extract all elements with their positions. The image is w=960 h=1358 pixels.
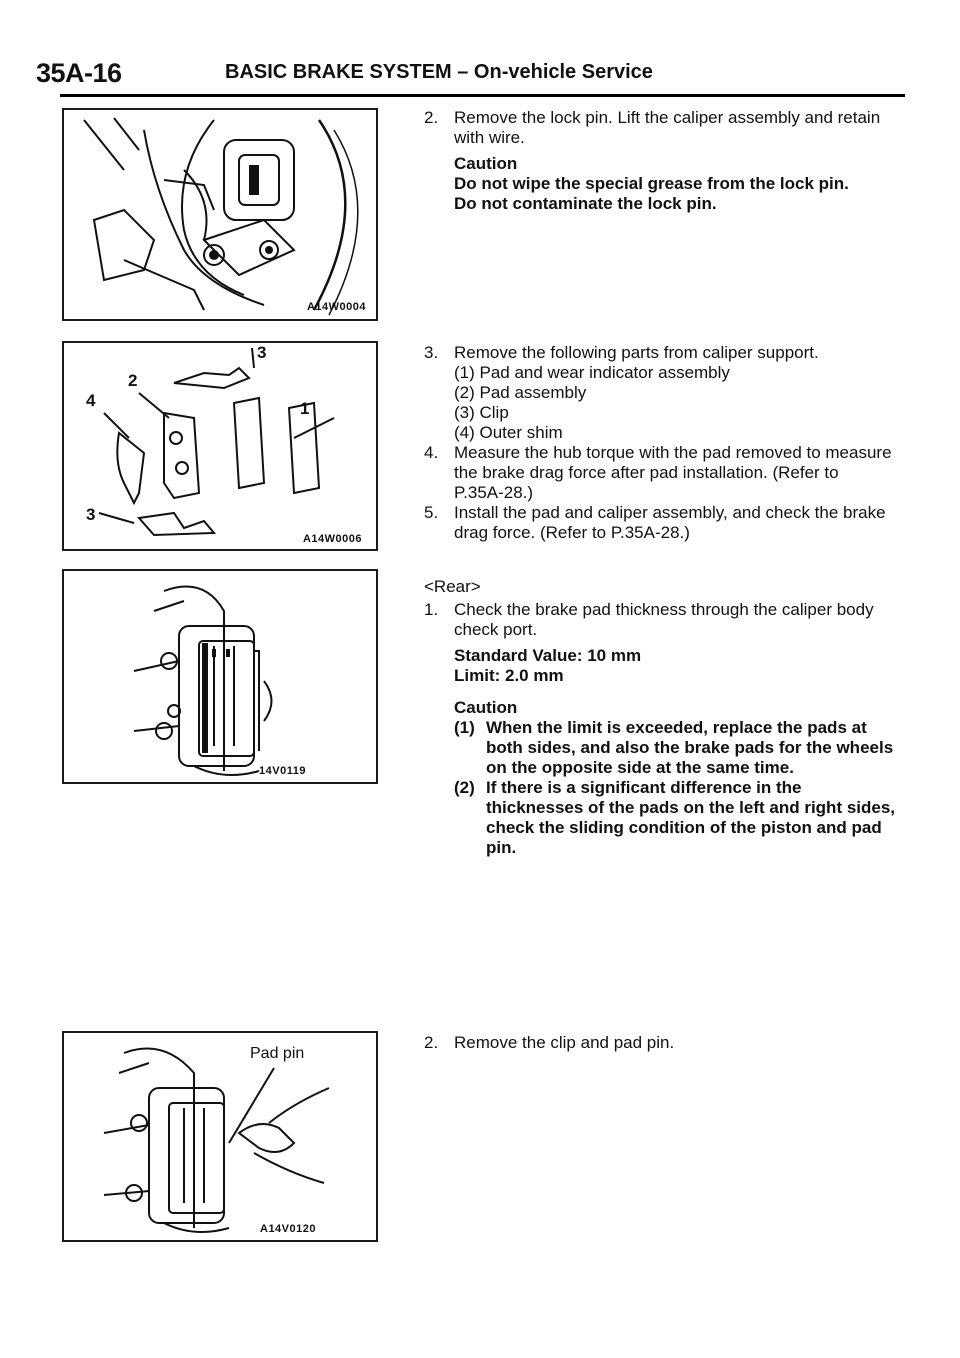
caution-line: pin.: [486, 838, 517, 857]
callout-4: 4: [86, 391, 96, 410]
header-rule: [60, 94, 905, 97]
page-number: 35A-16: [36, 58, 122, 88]
caution-line: thicknesses of the pads on the left and right sides,: [486, 798, 896, 817]
step-text-line: Measure the hub torque with the pad removed to measure: [454, 443, 892, 462]
step-text-line: Remove the clip and pad pin.: [454, 1033, 675, 1052]
list-item: (1) Pad and wear indicator assembly: [454, 363, 730, 382]
caution-line: both sides, and also the brake pads for the wheels: [486, 738, 894, 757]
step-text-line: with wire.: [454, 128, 525, 147]
step-text-line: Remove the lock pin. Lift the caliper assembly and retain: [454, 108, 881, 127]
page-title: BASIC BRAKE SYSTEM – On-vehicle Service: [225, 61, 653, 83]
step-text-line: drag force. (Refer to P.35A-28.): [454, 523, 690, 542]
caution-line: check the sliding condition of the piston and pad: [486, 818, 882, 837]
step-text-line: check port.: [454, 620, 538, 639]
caution-title: Caution: [454, 154, 518, 173]
list-item: (4) Outer shim: [454, 423, 563, 442]
list-item: (3) Clip: [454, 403, 509, 422]
figure-pad-pin-removal: [62, 1031, 378, 1242]
figure-code: 14V0119: [259, 765, 306, 777]
caution-line: on the opposite side at the same time.: [486, 758, 794, 777]
rear-caliper-illustration: [64, 571, 376, 782]
figure-code: A14W0006: [302, 533, 362, 545]
step-text-line: the brake drag force after pad installation. (Refer to: [454, 463, 839, 482]
caution-title: Caution: [454, 698, 518, 717]
caution-line: If there is a significant difference in the: [486, 778, 802, 797]
caution-line: Do not wipe the special grease from the lock pin.: [454, 174, 849, 193]
figure-caliper-lock-pin: [62, 108, 378, 321]
callout-2: 2: [128, 371, 138, 390]
pad-parts-exploded-view: [64, 343, 376, 549]
step-text-line: Check the brake pad thickness through the caliper body: [454, 600, 874, 619]
figure-code: A14V0120: [260, 1223, 316, 1235]
caution-item-1: (1) When the limit is exceeded, replace the pads at both sides, and also the brake pads for the wheels on the opposite side at the same time.: [454, 718, 904, 778]
figure-rear-caliper: [62, 569, 378, 784]
caution-line: Do not contaminate the lock pin.: [454, 194, 717, 213]
limit-value: Limit: 2.0 mm: [454, 666, 564, 685]
step-text-line: Remove the following parts from caliper support.: [454, 343, 819, 362]
rear-heading: <Rear>: [424, 577, 481, 596]
callout-3-top: 3: [257, 343, 267, 362]
callout-1: 1: [300, 399, 310, 418]
caution-line: When the limit is exceeded, replace the pads at: [486, 718, 867, 737]
pad-pin-label: Pad pin: [250, 1045, 305, 1062]
caution-item-2: (2) If there is a significant difference in the thicknesses of the pads on the left and right sides, check the sliding condition of the piston and pad pin.: [454, 778, 904, 858]
callout-3-bottom: 3: [86, 505, 96, 524]
step-text-line: P.35A-28.): [454, 483, 534, 502]
list-item: (2) Pad assembly: [454, 383, 587, 402]
standard-value: Standard Value: 10 mm: [454, 646, 642, 665]
caliper-lock-pin-illustration: [64, 110, 376, 319]
step-text-line: Install the pad and caliper assembly, and check the brake: [454, 503, 886, 522]
figure-pad-parts: [62, 341, 378, 551]
figure-code: A14W0004: [306, 301, 366, 313]
pad-pin-removal-illustration: [64, 1033, 376, 1240]
